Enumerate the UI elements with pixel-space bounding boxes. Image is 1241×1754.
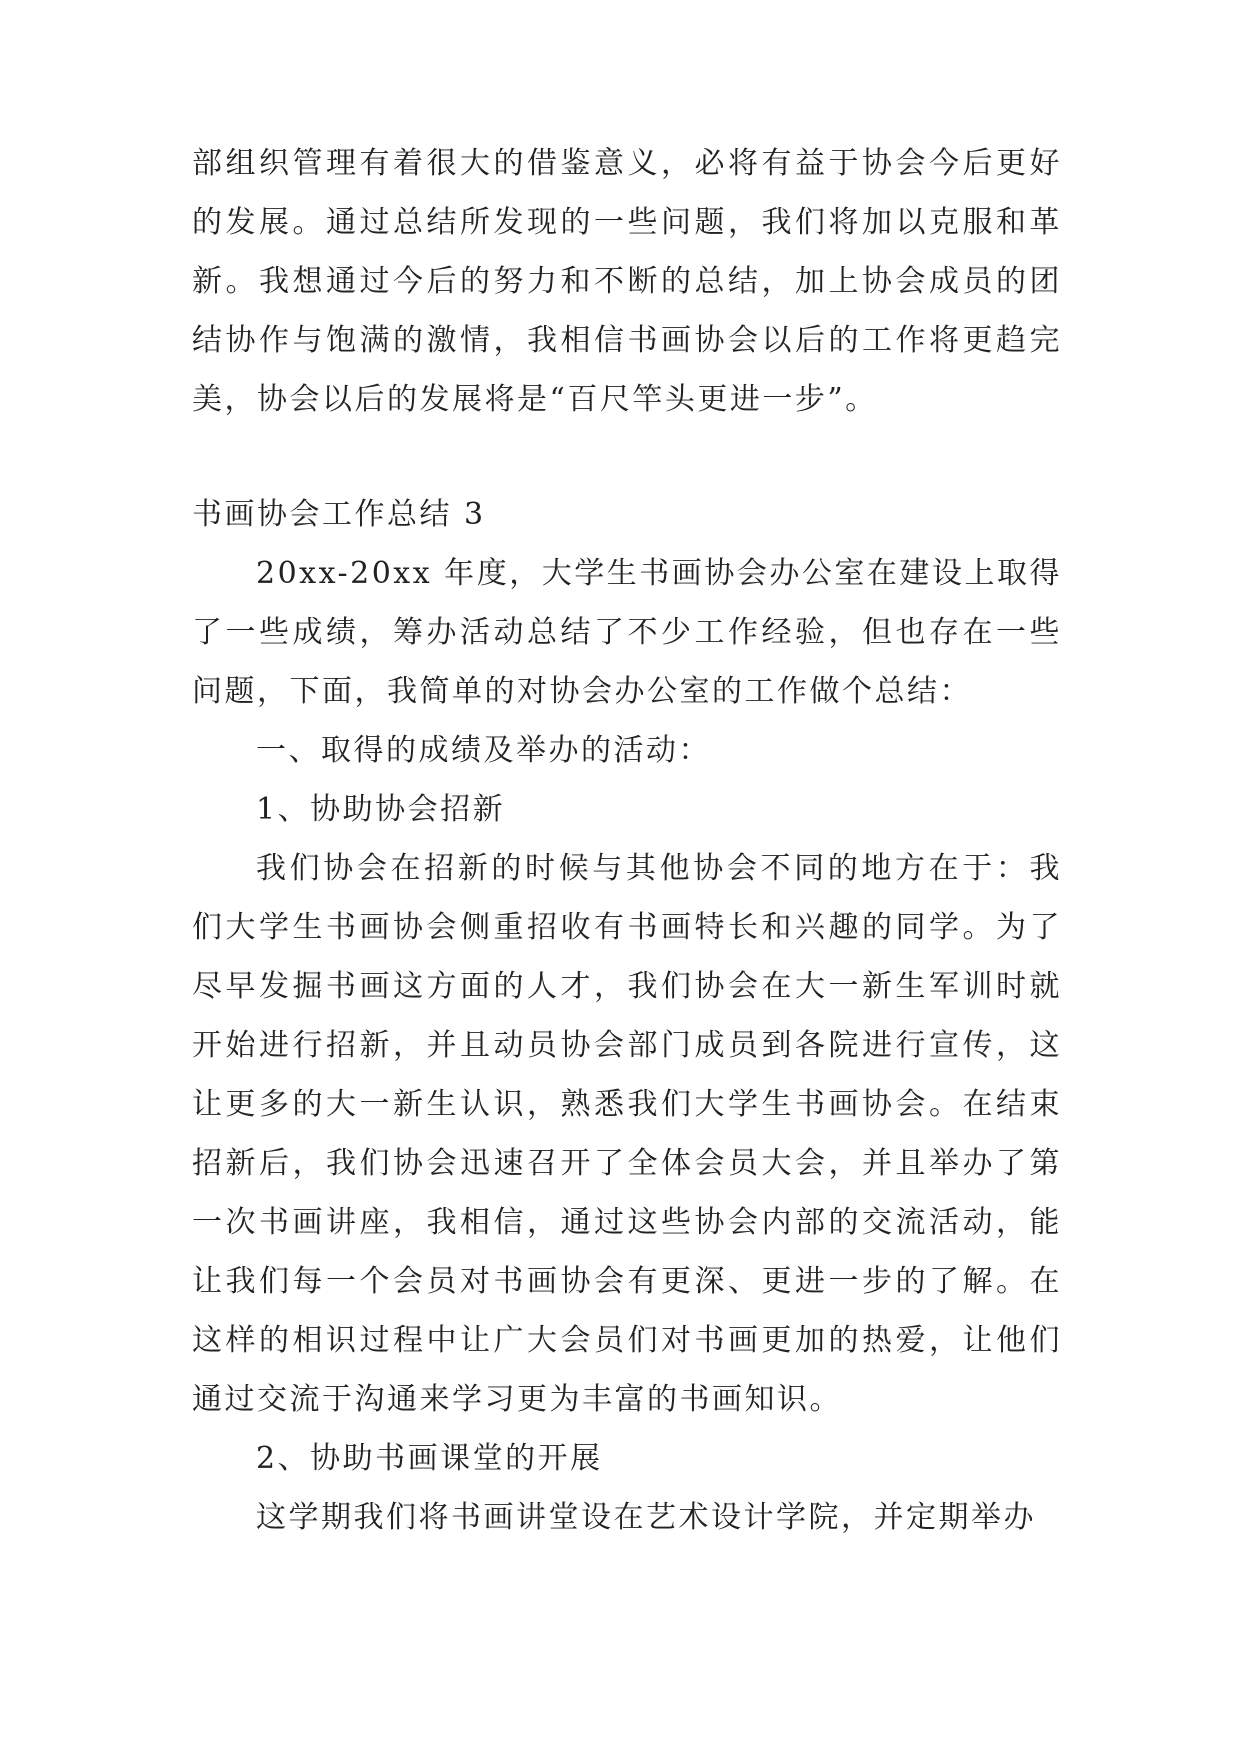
paragraph-3: 这学期我们将书画讲堂设在艺术设计学院，并定期举办 — [256, 1500, 1036, 1535]
document-body — [192, 134, 1062, 1547]
subheading-2: 2、协助书画课堂的开展 — [256, 1441, 603, 1476]
heading-1: 一、取得的成绩及举办的活动： — [256, 733, 711, 768]
paragraph-1: 20xx-20xx 年度，大学生书画协会办公室在建设上取得了一些成绩，筹办活动总结了不少工作经验，但也存在一些问题，下面，我简单的对协会办公室的工作做个总结： — [192, 556, 1062, 709]
section-spacer — [192, 429, 1062, 485]
subheading-1: 1、协助协会招新 — [256, 792, 506, 827]
intro-paragraph: 部组织管理有着很大的借鉴意义，必将有益于协会今后更好的发展。通过总结所发现的一些问题，我们将加以克服和革新。我想通过今后的努力和不断的总结，加上协会成员的团结协作与饱满的激情，我相信书画协会以后的工作将更趋完美，协会以后的发展将是“百尺竿头更进一步”。 — [192, 146, 1062, 417]
section-title: 书画协会工作总结 3 — [192, 497, 486, 532]
paragraph-2: 我们协会在招新的时候与其他协会不同的地方在于：我们大学生书画协会侧重招收有书画特长和兴趣的同学。为了尽早发掘书画这方面的人才，我们协会在大一新生军训时就开始进行招新，并且动员协会部门成员到各院进行宣传，这让更多的大一新生认识，熟悉我们大学生书画协会。在结束招新后，我们协会迅速召开了全体会员大会，并且举办了第一次书画讲座，我相信，通过这些协会内部的交流活动，能让我们每一个会员对书画协会有更深、更进一步的了解。在这样的相识过程中让广大会员们对书画更加的热爱，让他们通过交流于沟通来学习更为丰富的书画知识。 — [192, 851, 1062, 1417]
